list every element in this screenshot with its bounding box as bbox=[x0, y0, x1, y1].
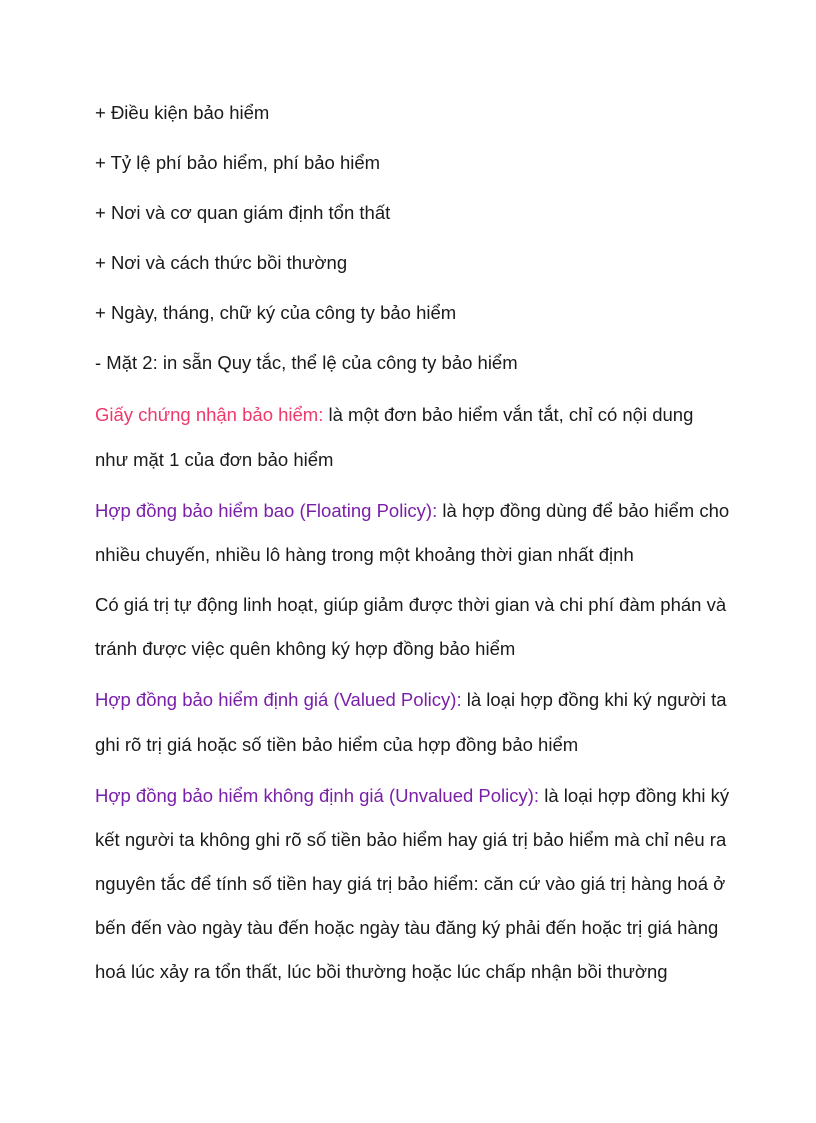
unvalued-line-3: nguyên tắc để tính số tiền hay giá trị bảo hiểm: căn cứ vào giá trị hàng hoá ở bbox=[95, 873, 726, 894]
bullet-side-two: - Mặt 2: in sẵn Quy tắc, thể lệ của công ty bảo hiểm bbox=[95, 352, 518, 373]
unvalued-line-5: hoá lúc xảy ra tổn thất, lúc bồi thường hoặc lúc chấp nhận bồi thường bbox=[95, 961, 668, 982]
certificate-line-1 bbox=[95, 403, 693, 427]
unvalued-line-2: kết người ta không ghi rõ số tiền bảo hiểm hay giá trị bảo hiểm mà chỉ nêu ra bbox=[95, 829, 727, 850]
valued-line-1 bbox=[95, 688, 727, 712]
unvalued-line-1 bbox=[95, 784, 729, 808]
valued-term: Hợp đồng bảo hiểm định giá (Valued Policy): bbox=[95, 689, 462, 710]
bullet-conditions: + Điều kiện bảo hiểm bbox=[95, 102, 270, 123]
certificate-term: Giấy chứng nhận bảo hiểm: bbox=[95, 404, 324, 425]
floating-note-line-1: Có giá trị tự động linh hoạt, giúp giảm được thời gian và chi phí đàm phán và bbox=[95, 594, 727, 615]
floating-note-line-2: tránh được việc quên không ký hợp đồng bảo hiểm bbox=[95, 638, 516, 659]
bullet-premium-rate: + Tỷ lệ phí bảo hiểm, phí bảo hiểm bbox=[95, 152, 381, 173]
bullet-survey-agency: + Nơi và cơ quan giám định tổn thất bbox=[95, 202, 391, 223]
valued-definition: là loại hợp đồng khi ký người ta bbox=[461, 689, 727, 710]
bullet-claim-method: + Nơi và cách thức bồi thường bbox=[95, 252, 348, 273]
floating-line-1 bbox=[95, 499, 729, 523]
bullet-date-signature: + Ngày, tháng, chữ ký của công ty bảo hiểm bbox=[95, 302, 457, 323]
floating-term: Hợp đồng bảo hiểm bao (Floating Policy): bbox=[95, 500, 438, 521]
valued-line-2: ghi rõ trị giá hoặc số tiền bảo hiểm của hợp đồng bảo hiểm bbox=[95, 734, 579, 755]
floating-line-2: nhiều chuyến, nhiều lô hàng trong một khoảng thời gian nhất định bbox=[95, 544, 634, 565]
unvalued-term: Hợp đồng bảo hiểm không định giá (Unvalued Policy): bbox=[95, 785, 540, 806]
floating-definition: là hợp đồng dùng để bảo hiểm cho bbox=[437, 500, 730, 521]
unvalued-line-4: bến đến vào ngày tàu đến hoặc ngày tàu đăng ký phải đến hoặc trị giá hàng bbox=[95, 917, 719, 938]
unvalued-definition: là loại hợp đồng khi ký bbox=[539, 785, 730, 806]
certificate-definition: là một đơn bảo hiểm vắn tắt, chỉ có nội dung bbox=[323, 404, 694, 425]
certificate-line-2: như mặt 1 của đơn bảo hiểm bbox=[95, 449, 334, 470]
